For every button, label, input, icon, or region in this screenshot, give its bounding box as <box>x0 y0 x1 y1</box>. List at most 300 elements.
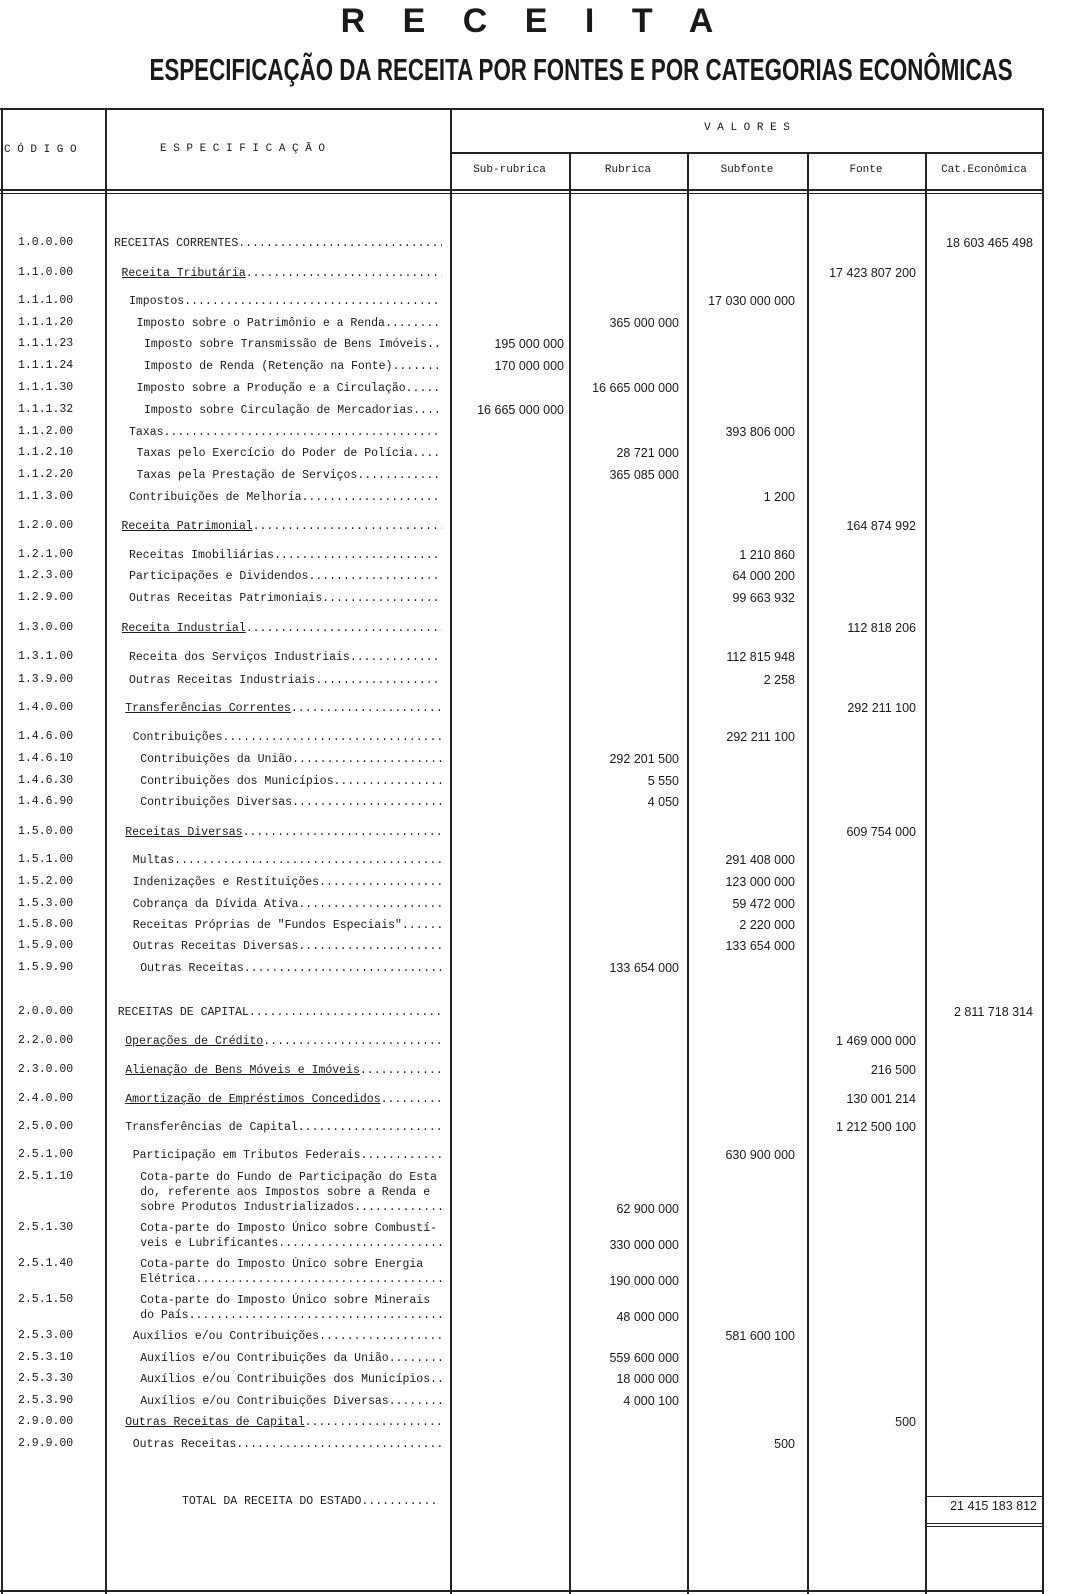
value-rubrica: 365 085 000 <box>609 468 679 482</box>
row-label: Impostos <box>129 295 185 308</box>
row-code: 1.1.1.00 <box>18 294 74 307</box>
row-specification <box>137 446 443 461</box>
row-code: 1.4.6.30 <box>18 774 74 787</box>
row-label: Auxílios e/ou Contribuições Diversas <box>140 1395 389 1408</box>
dot-leader <box>189 1308 442 1323</box>
specification-line <box>140 1236 442 1251</box>
specification-line <box>125 1034 442 1049</box>
dot-leader <box>222 730 442 745</box>
row-label: Auxílios e/ou Contribuições dos Municípios. <box>140 1373 437 1386</box>
value-rubrica: 559 600 000 <box>609 1351 679 1365</box>
value-subfonte: 2 220 000 <box>739 918 795 932</box>
table-bottom-border <box>0 1590 1044 1592</box>
row-label: Imposto de Renda (Retenção na Fonte) <box>144 360 393 373</box>
row-label: Taxas <box>129 426 164 439</box>
row-code: 1.5.9.00 <box>18 939 74 952</box>
specification-line <box>129 591 442 606</box>
row-specification <box>140 795 442 810</box>
specification-line <box>129 650 442 665</box>
row-code: 2.5.1.10 <box>18 1170 74 1183</box>
row-specification <box>133 730 442 745</box>
value-rubrica: 330 000 000 <box>609 1238 679 1252</box>
row-code: 1.5.8.00 <box>18 918 74 931</box>
value-cat: 2 811 718 314 <box>953 1005 1033 1019</box>
row-specification <box>144 359 442 374</box>
row-code: 2.5.3.10 <box>18 1351 74 1364</box>
dot-leader <box>392 359 442 374</box>
dot-leader <box>244 961 442 976</box>
specification-line <box>122 266 443 281</box>
total-value: 21 415 183 812 <box>950 1499 1037 1513</box>
dot-leader <box>315 673 442 688</box>
row-specification <box>122 519 443 534</box>
row-label: Outras Receitas de Capital <box>125 1416 305 1429</box>
row-specification <box>137 316 443 331</box>
row-label: Outras Receitas Industriais <box>129 674 316 687</box>
specification-line <box>125 1120 442 1135</box>
page-subtitle: ESPECIFICAÇÃO DA RECEITA POR FONTES E POR CATEGORIAS ECONÔMICAS <box>149 52 1013 87</box>
row-specification <box>133 875 442 890</box>
row-code: 1.3.0.00 <box>18 621 74 634</box>
specification-line <box>114 236 442 251</box>
row-label: Multas <box>132 854 175 867</box>
row-specification <box>129 490 442 505</box>
row-specification <box>114 236 442 251</box>
specification-line <box>125 1092 442 1107</box>
row-code: 1.1.1.20 <box>18 316 74 329</box>
row-label: do, referente aos Impostos sobre a Renda e <box>140 1186 431 1199</box>
header-valores: V A L O R E S <box>704 122 790 134</box>
row-code: 1.2.9.00 <box>18 591 74 604</box>
dot-leader <box>437 1372 442 1387</box>
value-subfonte: 500 <box>774 1437 795 1451</box>
specification-line <box>129 490 442 505</box>
header-bottom-border <box>0 189 1044 191</box>
dot-leader <box>322 591 442 606</box>
value-subfonte: 17 030 000 000 <box>708 294 795 308</box>
header-fonte: Fonte <box>849 164 883 176</box>
row-code: 1.1.1.24 <box>18 359 74 372</box>
row-code: 2.5.3.90 <box>18 1394 74 1407</box>
dot-leader <box>389 1351 442 1366</box>
value-subfonte: 291 408 000 <box>725 853 795 867</box>
dot-leader <box>246 266 442 281</box>
specification-line <box>133 897 442 912</box>
dot-leader <box>434 337 442 352</box>
value-subfonte: 1 210 860 <box>739 548 795 562</box>
row-code: 1.1.3.00 <box>18 490 74 503</box>
specification-line <box>125 701 442 716</box>
dot-leader <box>319 1329 442 1344</box>
row-specification <box>140 1170 442 1215</box>
dot-leader <box>360 1063 442 1078</box>
row-specification <box>125 1034 442 1049</box>
header-cat-economica: Cat.Econômica <box>941 164 1027 176</box>
specification-line <box>133 730 442 745</box>
row-label: Outras Receitas Diversas <box>132 940 299 953</box>
row-specification <box>140 1293 442 1323</box>
dot-leader <box>361 1494 437 1509</box>
row-code: 1.1.2.20 <box>18 468 74 481</box>
value-cat: 18 603 465 498 <box>946 236 1033 250</box>
value-rubrica: 292 201 500 <box>609 752 679 766</box>
value-fonte: 609 754 000 <box>846 825 916 839</box>
row-label: Imposto sobre Transmissão de Bens Imóveis. <box>144 338 434 351</box>
row-specification <box>122 266 443 281</box>
row-label: Cota-parte do Imposto Único sobre Minerais <box>140 1294 431 1307</box>
specification-line <box>140 1293 442 1308</box>
dot-leader <box>381 1092 442 1107</box>
row-specification <box>125 1120 442 1135</box>
specification-line <box>144 359 442 374</box>
specification-line <box>129 548 442 563</box>
row-label: Receita dos Serviços Industriais <box>129 651 350 664</box>
row-specification <box>129 591 442 606</box>
dot-leader <box>174 853 442 868</box>
value-subfonte: 630 900 000 <box>725 1148 795 1162</box>
dot-leader <box>249 1005 442 1020</box>
page-title: R E C E I T A <box>340 2 728 40</box>
row-label: Outras Receitas Patrimoniais <box>129 592 323 605</box>
row-code: 1.3.1.00 <box>18 650 74 663</box>
specification-line <box>140 774 442 789</box>
row-specification <box>140 961 442 976</box>
total-top-rule <box>927 1496 1042 1497</box>
dot-leader <box>298 939 442 954</box>
row-specification <box>125 1092 442 1107</box>
row-specification <box>140 1351 442 1366</box>
row-specification <box>144 337 442 352</box>
dot-leader <box>236 1437 442 1452</box>
row-specification <box>129 650 442 665</box>
header-especificacao: E S P E C I F I C A Ç Ã O <box>160 143 326 155</box>
value-rubrica: 4 050 <box>647 795 679 809</box>
row-label: Contribuições de Melhoria <box>129 491 302 504</box>
value-fonte: 17 423 807 200 <box>829 266 916 280</box>
row-code: 1.5.1.00 <box>18 853 74 866</box>
col-border <box>1 108 3 1594</box>
col-border <box>925 152 927 1594</box>
value-sub: 195 000 000 <box>494 337 564 351</box>
specification-line <box>133 1329 442 1344</box>
row-label: Cota-parte do Imposto Único sobre Energia <box>140 1258 424 1271</box>
dot-leader <box>292 752 442 767</box>
value-rubrica: 62 900 000 <box>616 1202 679 1216</box>
row-specification <box>129 548 442 563</box>
row-code: 2.9.9.00 <box>18 1437 74 1450</box>
row-code: 2.9.0.00 <box>18 1415 74 1428</box>
row-specification <box>133 853 442 868</box>
row-label: Elétrica <box>140 1273 196 1286</box>
row-label: Cota-parte do Fundo de Participação do Esta <box>140 1171 437 1184</box>
row-code: 2.4.0.00 <box>18 1092 74 1105</box>
total-double-rule <box>927 1526 1042 1527</box>
value-rubrica: 4 000 100 <box>623 1394 679 1408</box>
value-fonte: 130 001 214 <box>846 1092 916 1106</box>
total-double-rule <box>927 1523 1042 1524</box>
row-specification <box>118 1005 442 1020</box>
specification-line <box>137 446 443 461</box>
dot-leader <box>361 1148 443 1163</box>
row-code: 1.3.9.00 <box>18 673 74 686</box>
row-label: Receita Industrial <box>121 622 246 635</box>
row-label: Receitas Próprias de "Fundos Especiais" <box>132 919 402 932</box>
value-subfonte: 393 806 000 <box>725 425 795 439</box>
specification-line <box>140 1394 442 1409</box>
row-code: 1.2.3.00 <box>18 569 74 582</box>
specification-line <box>140 1351 442 1366</box>
row-code: 1.1.2.10 <box>18 446 74 459</box>
row-label: veis e Lubrificantes <box>140 1237 279 1250</box>
row-specification <box>129 569 442 584</box>
value-subfonte: 2 258 <box>763 673 795 687</box>
row-specification <box>137 381 443 396</box>
value-subfonte: 133 654 000 <box>725 939 795 953</box>
value-rubrica: 28 721 000 <box>616 446 679 460</box>
row-specification <box>140 774 442 789</box>
header-rubrica: Rubrica <box>604 164 652 176</box>
row-code: 2.5.3.00 <box>18 1329 74 1342</box>
specification-line <box>140 1308 442 1323</box>
specification-line <box>129 294 442 309</box>
row-specification <box>140 1372 442 1387</box>
row-label: Participações e Dividendos <box>129 570 309 583</box>
dot-leader <box>333 774 442 789</box>
specification-line <box>133 1148 442 1163</box>
header-codigo: C Ó D I G O <box>4 144 77 156</box>
dot-leader <box>243 825 442 840</box>
row-label: Alienação de Bens Móveis e Imóveis <box>125 1064 360 1077</box>
row-label: Receita Patrimonial <box>121 520 253 533</box>
dot-leader <box>298 897 442 912</box>
col-border <box>687 152 689 1594</box>
specification-line <box>140 1185 442 1200</box>
row-code: 2.0.0.00 <box>18 1005 74 1018</box>
value-rubrica: 190 000 000 <box>609 1274 679 1288</box>
value-rubrica: 16 665 000 000 <box>592 381 679 395</box>
specification-line <box>137 316 443 331</box>
specification-line <box>129 673 442 688</box>
value-subfonte: 59 472 000 <box>732 897 795 911</box>
dot-leader <box>238 236 442 251</box>
dot-leader <box>263 1034 442 1049</box>
row-code: 1.5.9.90 <box>18 961 74 974</box>
dot-leader <box>350 650 442 665</box>
dot-leader <box>253 519 442 534</box>
row-specification <box>129 425 442 440</box>
row-code: 1.1.1.30 <box>18 381 74 394</box>
row-code: 2.3.0.00 <box>18 1063 74 1076</box>
dot-leader <box>389 1394 442 1409</box>
row-label: Imposto sobre Circulação de Mercadorias <box>144 404 414 417</box>
col-border <box>807 152 809 1594</box>
row-code: 1.0.0.00 <box>18 236 74 249</box>
row-label: Auxílios e/ou Contribuições <box>132 1330 320 1343</box>
value-fonte: 112 818 206 <box>847 621 916 635</box>
row-code: 1.5.2.00 <box>18 875 74 888</box>
row-label: RECEITAS DE CAPITAL <box>117 1006 249 1019</box>
specification-line <box>137 468 443 483</box>
value-rubrica: 5 550 <box>647 774 679 788</box>
row-label: Operações de Crédito <box>125 1035 264 1048</box>
col-border <box>105 108 107 1594</box>
dot-leader <box>164 425 442 440</box>
row-label: Receitas Imobiliárias <box>129 549 274 562</box>
total-label: TOTAL DA RECEITA DO ESTADO <box>182 1495 362 1508</box>
specification-line <box>133 853 442 868</box>
header-subfonte: Subfonte <box>720 164 774 176</box>
dot-leader <box>305 1415 442 1430</box>
row-specification <box>133 939 442 954</box>
dot-leader <box>413 403 442 418</box>
row-code: 2.5.3.30 <box>18 1372 74 1385</box>
specification-line <box>137 381 443 396</box>
row-specification <box>129 673 442 688</box>
value-rubrica: 365 000 000 <box>609 316 679 330</box>
row-code: 1.2.0.00 <box>18 519 74 532</box>
value-sub: 16 665 000 000 <box>477 403 564 417</box>
row-label: Taxas pelo Exercício do Poder de Polícia <box>136 447 413 460</box>
valores-divider <box>450 152 1044 154</box>
row-label: RECEITAS CORRENTES <box>114 237 239 250</box>
row-specification <box>133 918 442 933</box>
row-specification <box>137 468 443 483</box>
row-label: Imposto sobre o Patrimônio e a Renda <box>136 317 385 330</box>
specification-line <box>140 1200 442 1215</box>
dot-leader <box>402 918 442 933</box>
specification-line <box>133 1437 442 1452</box>
row-code: 2.5.0.00 <box>18 1120 74 1133</box>
row-specification <box>133 1148 442 1163</box>
row-specification <box>144 403 442 418</box>
row-label: sobre Produtos Industrializados <box>140 1201 355 1214</box>
row-code: 1.4.6.10 <box>18 752 74 765</box>
row-label: Taxas pela Prestação de Serviços <box>136 469 358 482</box>
row-code: 1.5.0.00 <box>18 825 74 838</box>
dot-leader <box>308 569 442 584</box>
specification-line <box>122 621 443 636</box>
row-code: 1.1.1.32 <box>18 403 74 416</box>
row-code: 1.4.6.00 <box>18 730 74 743</box>
value-subfonte: 292 211 100 <box>726 730 795 744</box>
row-code: 1.4.0.00 <box>18 701 74 714</box>
row-label: Transferências de Capital <box>125 1121 298 1134</box>
dot-leader <box>274 548 442 563</box>
dot-leader <box>291 701 442 716</box>
header-sub-rubrica: Sub-rubrica <box>473 164 546 176</box>
row-specification <box>125 1063 442 1078</box>
row-label: do País <box>140 1309 189 1322</box>
row-label: Imposto sobre a Produção e a Circulação <box>136 382 406 395</box>
specification-line <box>140 1170 442 1185</box>
specification-line <box>129 425 442 440</box>
value-subfonte: 581 600 100 <box>725 1329 795 1343</box>
row-code: 2.5.1.50 <box>18 1293 74 1306</box>
row-label: Receita Tributária <box>121 267 246 280</box>
dot-leader <box>319 875 442 890</box>
row-specification <box>140 1257 442 1287</box>
value-rubrica: 48 000 000 <box>616 1310 679 1324</box>
value-fonte: 216 500 <box>870 1063 916 1077</box>
row-label: Cota-parte do Imposto Único sobre Combustí- <box>140 1222 437 1235</box>
specification-line <box>140 1221 442 1236</box>
specification-line <box>140 1257 442 1272</box>
row-code: 1.5.3.00 <box>18 897 74 910</box>
row-specification <box>129 294 442 309</box>
row-code: 2.5.1.30 <box>18 1221 74 1234</box>
row-specification <box>140 752 442 767</box>
specification-line <box>133 918 442 933</box>
specification-line <box>118 1005 442 1020</box>
row-label: Participação em Tributos Federais <box>132 1149 361 1162</box>
row-specification <box>125 701 442 716</box>
specification-line <box>122 519 443 534</box>
row-label: Transferências Correntes <box>125 702 291 715</box>
row-specification <box>133 1329 442 1344</box>
dot-leader <box>246 621 442 636</box>
specification-line <box>140 795 442 810</box>
row-label: Receitas Diversas <box>125 826 243 839</box>
row-label: Contribuições dos Municípios <box>140 775 334 788</box>
value-rubrica: 133 654 000 <box>609 961 679 975</box>
value-fonte: 292 211 100 <box>847 701 916 715</box>
dot-leader <box>354 1200 442 1215</box>
row-specification <box>133 1437 442 1452</box>
specification-line <box>133 875 442 890</box>
row-code: 2.2.0.00 <box>18 1034 74 1047</box>
row-code: 1.1.0.00 <box>18 266 74 279</box>
row-label: Outras Receitas <box>140 962 244 975</box>
row-code: 1.4.6.90 <box>18 795 74 808</box>
dot-leader <box>357 468 442 483</box>
row-code: 1.1.2.00 <box>18 425 74 438</box>
row-specification <box>125 825 442 840</box>
dot-leader <box>413 446 442 461</box>
specification-line <box>133 939 442 954</box>
row-label: Indenizações e Restituições <box>132 876 320 889</box>
col-border <box>450 108 452 1594</box>
dot-leader <box>302 490 442 505</box>
value-subfonte: 112 815 948 <box>726 650 795 664</box>
value-fonte: 500 <box>895 1415 916 1429</box>
table-top-border <box>0 108 1044 110</box>
specification-line <box>140 1372 442 1387</box>
row-label: Cobrança da Dívida Ativa <box>132 898 299 911</box>
specification-line <box>140 1272 442 1287</box>
row-specification <box>125 1415 442 1430</box>
row-specification <box>122 621 443 636</box>
row-label: Auxílios e/ou Contribuições da União <box>140 1352 389 1365</box>
row-specification <box>140 1221 442 1251</box>
row-label: Contribuições <box>132 731 223 744</box>
value-subfonte: 99 663 932 <box>732 591 795 605</box>
col-border <box>1042 108 1044 1594</box>
row-specification <box>140 1394 442 1409</box>
value-subfonte: 1 200 <box>763 490 795 504</box>
value-subfonte: 64 000 200 <box>732 569 795 583</box>
header-bottom-border-2 <box>0 193 1044 194</box>
dot-leader <box>298 1120 442 1135</box>
row-label: Contribuições Diversas <box>140 796 293 809</box>
value-rubrica: 18 000 000 <box>616 1372 679 1386</box>
value-fonte: 164 874 992 <box>846 519 916 533</box>
value-sub: 170 000 000 <box>494 359 564 373</box>
row-code: 2.5.1.00 <box>18 1148 74 1161</box>
row-label: Contribuições da União <box>140 753 293 766</box>
dot-leader <box>278 1236 442 1251</box>
specification-line <box>140 752 442 767</box>
row-code: 1.2.1.00 <box>18 548 74 561</box>
